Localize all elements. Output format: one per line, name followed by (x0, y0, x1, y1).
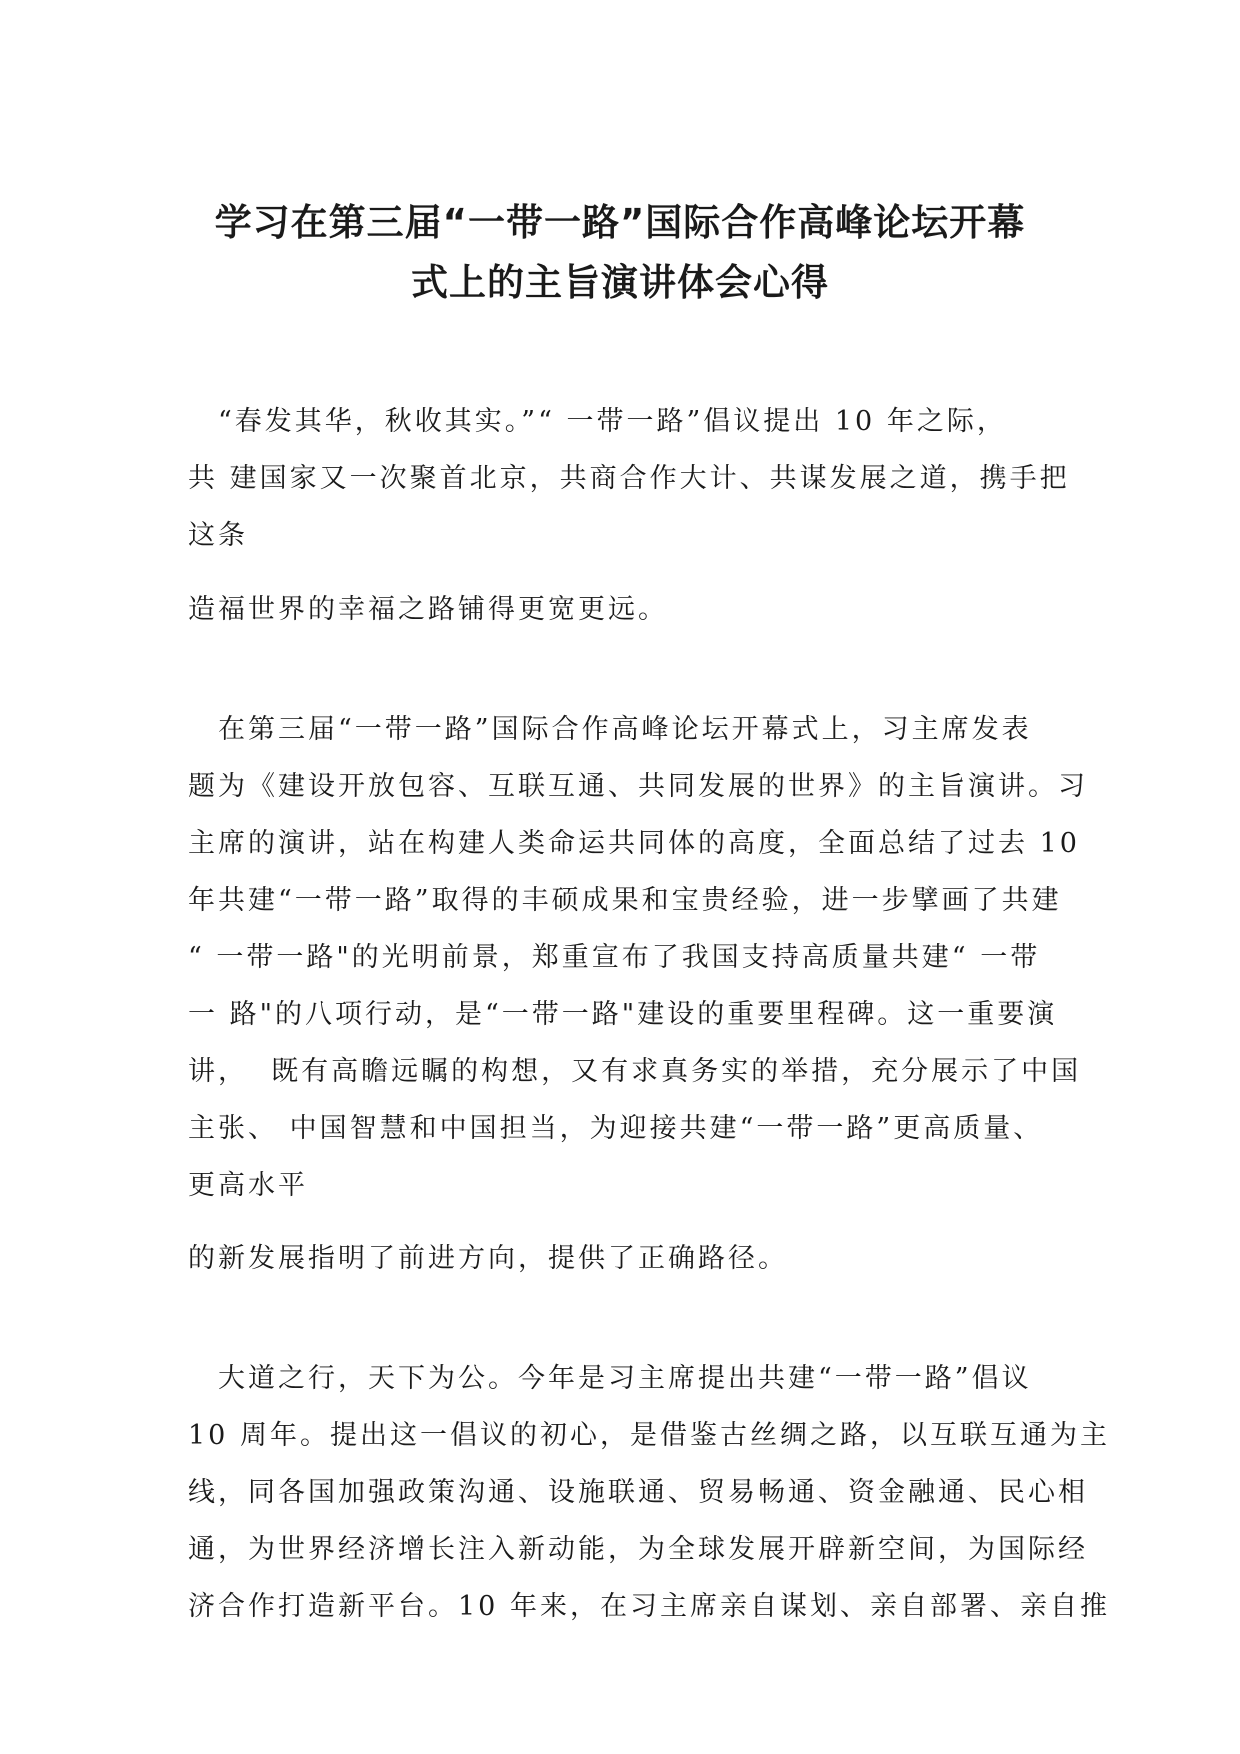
paragraph-3-line-5: 济合作打造新平台。10 年来，在习主席亲自谋划、亲自部署、亲自推 (188, 1591, 1110, 1622)
paragraph-2-line-8: 主张、 中国智慧和中国担当，为迎接共建“一带一路”更高质量、 (188, 1113, 1044, 1144)
paragraph-3-line-1: 大道之行，天下为公。今年是习主席提出共建“一带一路”倡议 (188, 1363, 1032, 1394)
paragraph-1-line-4: 造福世界的幸福之路铺得更宽更远。 (188, 594, 668, 625)
paragraph-1-line-3: 这条 (188, 520, 248, 551)
paragraph-1-line-1: “春发其华，秋收其实。”“ 一带一路”倡议提出 10 年之际， (188, 406, 1007, 437)
paragraph-2-line-9: 更高水平 (188, 1170, 308, 1201)
document-title-line-1: 学习在第三届“一带一路”国际合作高峰论坛开幕 (214, 201, 1026, 244)
paragraph-2-line-10: 的新发展指明了前进方向，提供了正确路径。 (188, 1243, 788, 1274)
paragraph-3-line-3: 线，同各国加强政策沟通、设施联通、贸易畅通、资金融通、民心相 (188, 1477, 1088, 1508)
paragraph-1-line-2: 共 建国家又一次聚首北京，共商合作大计、共谋发展之道，携手把 (188, 463, 1070, 494)
paragraph-2-line-6: 一 路"的八项行动，是“一带一路"建设的重要里程碑。这一重要演 (188, 999, 1058, 1030)
document-title-line-2: 式上的主旨演讲体会心得 (411, 261, 829, 304)
paragraph-2-line-3: 主席的演讲，站在构建人类命运共同体的高度，全面总结了过去 10 (188, 828, 1080, 859)
paragraph-3-line-2: 10 周年。提出这一倡议的初心，是借鉴古丝绸之路，以互联互通为主 (188, 1420, 1110, 1451)
paragraph-2-line-7: 讲， 既有高瞻远瞩的构想，又有求真务实的举措，充分展示了中国 (188, 1056, 1082, 1087)
paragraph-2-line-1: 在第三届“一带一路”国际合作高峰论坛开幕式上，习主席发表 (188, 714, 1032, 745)
paragraph-2-line-5: “ 一带一路"的光明前景，郑重宣布了我国支持高质量共建“ 一带 (188, 942, 1041, 973)
paragraph-2-line-4: 年共建“一带一路”取得的丰硕成果和宝贵经验，进一步擘画了共建 (188, 885, 1062, 916)
paragraph-2-line-2: 题为《建设开放包容、互联互通、共同发展的世界》的主旨演讲。习 (188, 771, 1088, 802)
paragraph-3-line-4: 通，为世界经济增长注入新动能，为全球发展开辟新空间，为国际经 (188, 1534, 1088, 1565)
